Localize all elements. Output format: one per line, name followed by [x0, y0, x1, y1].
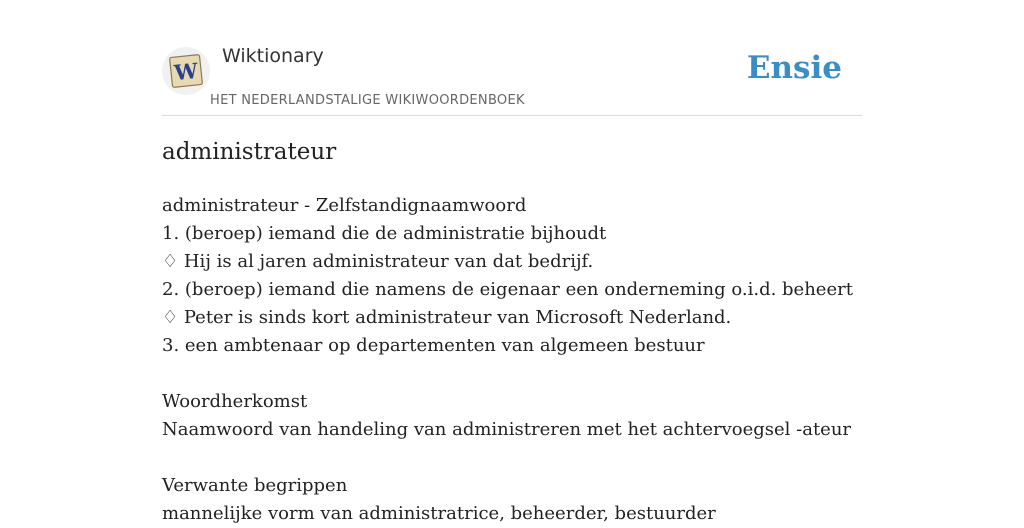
example-1: ♢ Hij is al jaren administrateur van dat bedrijf. — [162, 251, 594, 272]
entry-content — [162, 192, 862, 528]
wiktionary-logo-svg — [167, 52, 205, 90]
spacer — [162, 360, 862, 388]
site-tagline: HET NEDERLANDSTALIGE WIKIWOORDENBOEK — [210, 93, 525, 108]
wiktionary-logo-icon[interactable] — [162, 47, 210, 95]
svg-text:W: W — [173, 57, 200, 86]
page-title: administrateur — [162, 139, 337, 165]
spacer — [162, 444, 862, 472]
related-text: mannelijke vorm van administratrice, beheerder, bestuurder — [162, 503, 716, 524]
example-2: ♢ Peter is sinds kort administrateur van Microsoft Nederland. — [162, 307, 732, 328]
etymology-heading: Woordherkomst — [162, 391, 308, 412]
site-name[interactable]: Wiktionary — [222, 45, 324, 67]
ensie-brand-link[interactable]: Ensie — [746, 50, 842, 86]
site-header — [162, 0, 862, 116]
related-heading: Verwante begrippen — [162, 475, 348, 496]
definition-3: 3. een ambtenaar op departementen van algemeen bestuur — [162, 335, 705, 356]
headword-line: administrateur - Zelfstandignaamwoord — [162, 195, 527, 216]
etymology-text: Naamwoord van handeling van administreren met het achtervoegsel -ateur — [162, 419, 852, 440]
definition-2: 2. (beroep) iemand die namens de eigenaar een onderneming o.i.d. beheert — [162, 279, 853, 300]
definition-1: 1. (beroep) iemand die de administratie bijhoudt — [162, 223, 607, 244]
